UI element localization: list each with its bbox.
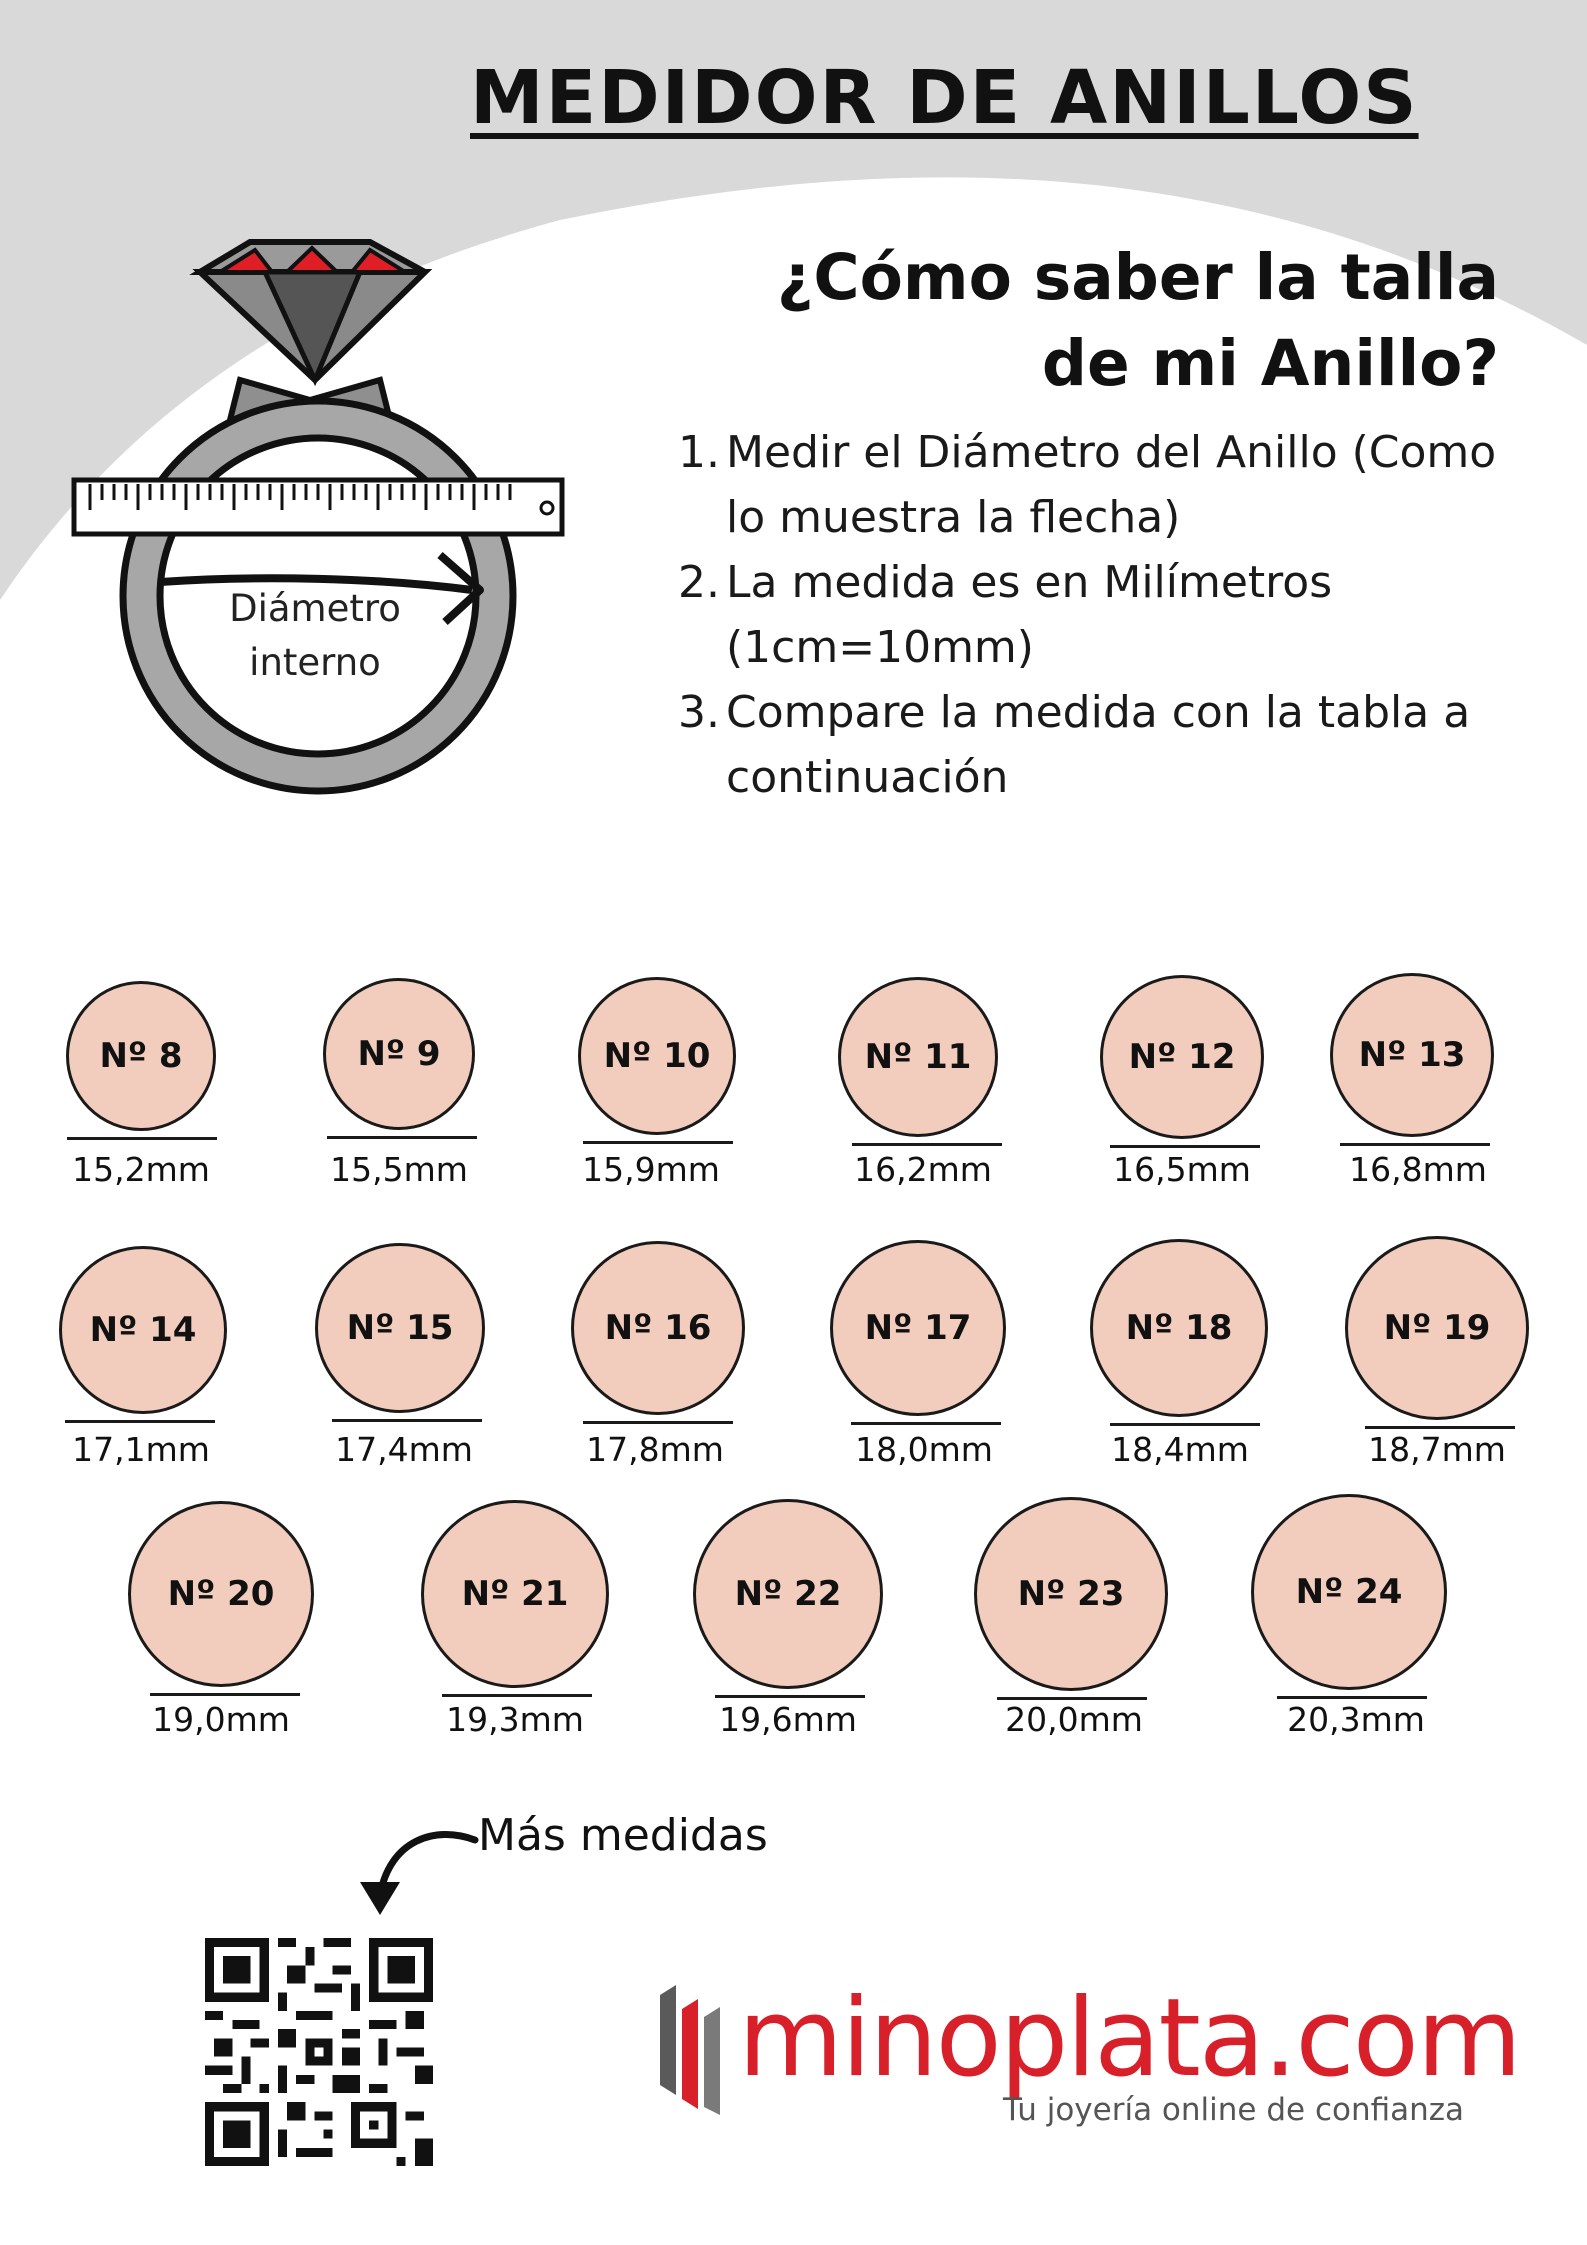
- brand-tagline: Tu joyería online de confianza: [1003, 2092, 1465, 2128]
- step-item: [678, 680, 1518, 810]
- size-circle: Nº 9: [323, 978, 475, 1130]
- size-diameter-mm: 19,3mm: [446, 1700, 584, 1739]
- size-circle: Nº 16: [571, 1241, 745, 1415]
- step-number: 3.: [678, 687, 720, 738]
- size-circle: Nº 21: [421, 1500, 609, 1688]
- qr-code-icon[interactable]: [205, 1938, 433, 2166]
- brand-name: minoplata.com: [738, 1976, 1520, 2101]
- size-diameter-mm: 18,7mm: [1368, 1430, 1506, 1469]
- size-diameter-mm: 15,2mm: [72, 1150, 210, 1189]
- size-circle: Nº 22: [693, 1499, 883, 1689]
- size-underline: [442, 1694, 592, 1697]
- size-underline: [583, 1141, 733, 1144]
- ring-with-ruler-icon: [60, 230, 580, 800]
- brand-logo-icon: [660, 1975, 730, 2115]
- size-circle: Nº 19: [1345, 1236, 1529, 1420]
- size-diameter-mm: 17,1mm: [72, 1430, 210, 1469]
- size-diameter-mm: 19,0mm: [152, 1700, 290, 1739]
- size-circle: Nº 11: [838, 977, 998, 1137]
- question-line-1: ¿Cómo saber la talla: [776, 241, 1499, 314]
- size-circle: Nº 23: [974, 1497, 1168, 1691]
- inner-diameter-label: [200, 582, 430, 690]
- step-number: 2.: [678, 557, 720, 608]
- question-line-2: de mi Anillo?: [1041, 327, 1499, 400]
- size-diameter-mm: 16,8mm: [1349, 1150, 1487, 1189]
- size-underline: [851, 1422, 1001, 1425]
- size-circle: Nº 13: [1330, 973, 1494, 1137]
- size-diameter-mm: 18,4mm: [1111, 1430, 1249, 1469]
- inner-diameter-label-line2: interno: [249, 641, 381, 684]
- more-sizes-label: Más medidas: [478, 1810, 768, 1861]
- size-diameter-mm: 18,0mm: [855, 1430, 993, 1469]
- size-circle: Nº 14: [59, 1246, 227, 1414]
- size-underline: [65, 1420, 215, 1423]
- size-diameter-mm: 16,2mm: [854, 1150, 992, 1189]
- step-item: [678, 550, 1518, 680]
- size-circle: Nº 17: [830, 1240, 1006, 1416]
- page-title: MEDIDOR DE ANILLOS: [470, 55, 1419, 141]
- inner-diameter-label-line1: Diámetro: [229, 587, 401, 630]
- step-text: La medida es en Milímetros (1cm=10mm): [726, 557, 1333, 673]
- size-underline: [67, 1137, 217, 1140]
- size-underline: [583, 1421, 733, 1424]
- size-underline: [150, 1693, 300, 1696]
- size-diameter-mm: 17,8mm: [586, 1430, 724, 1469]
- curved-arrow-icon: [355, 1820, 485, 1920]
- step-number: 1.: [678, 427, 720, 478]
- size-circle: Nº 24: [1251, 1494, 1447, 1690]
- size-diameter-mm: 20,0mm: [1005, 1700, 1143, 1739]
- size-underline: [1110, 1423, 1260, 1426]
- steps-list: [678, 420, 1518, 810]
- size-diameter-mm: 20,3mm: [1287, 1700, 1425, 1739]
- size-underline: [1277, 1696, 1427, 1699]
- size-circle: Nº 15: [315, 1243, 485, 1413]
- size-underline: [1110, 1145, 1260, 1148]
- size-circle: Nº 18: [1090, 1239, 1268, 1417]
- size-diameter-mm: 15,5mm: [330, 1150, 468, 1189]
- step-text: Medir el Diámetro del Anillo (Como lo muestra la flecha): [726, 427, 1497, 543]
- size-diameter-mm: 16,5mm: [1113, 1150, 1251, 1189]
- size-underline: [1365, 1426, 1515, 1429]
- step-item: [678, 420, 1518, 550]
- size-underline: [852, 1143, 1002, 1146]
- step-text: Compare la medida con la tabla a continuación: [726, 687, 1471, 803]
- size-diameter-mm: 19,6mm: [719, 1700, 857, 1739]
- size-circle: Nº 20: [128, 1501, 314, 1687]
- size-underline: [715, 1695, 865, 1698]
- size-diameter-mm: 17,4mm: [335, 1430, 473, 1469]
- size-circle: Nº 12: [1100, 975, 1264, 1139]
- size-circle: Nº 8: [66, 981, 216, 1131]
- size-circle: Nº 10: [578, 977, 736, 1135]
- question-heading: [699, 235, 1499, 407]
- size-diameter-mm: 15,9mm: [582, 1150, 720, 1189]
- size-underline: [332, 1419, 482, 1422]
- size-underline: [1340, 1143, 1490, 1146]
- size-underline: [327, 1136, 477, 1139]
